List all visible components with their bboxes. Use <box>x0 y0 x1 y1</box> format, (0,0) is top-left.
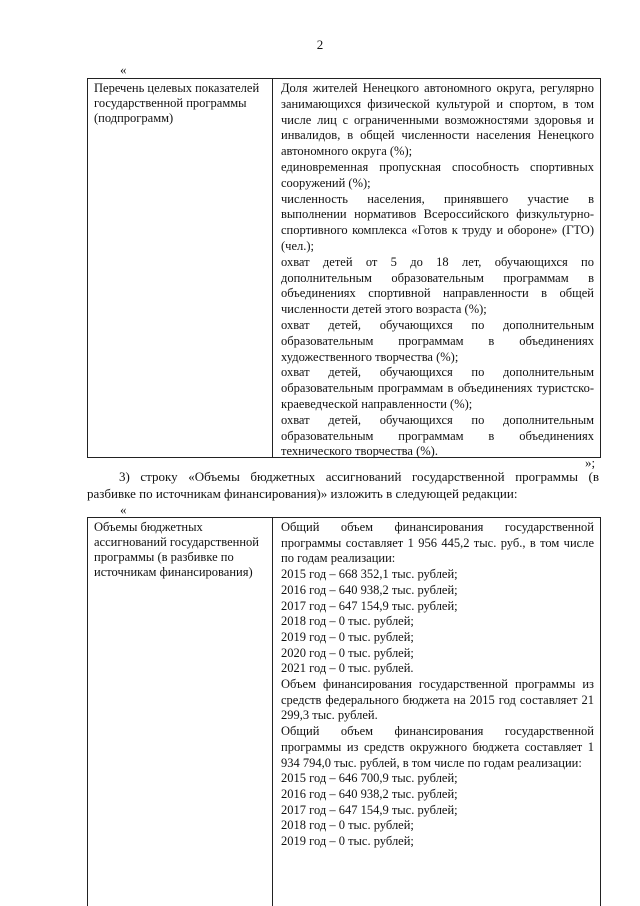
funding-line: 2016 год – 640 938,2 тыс. рублей; <box>281 786 458 801</box>
target-indicators-list <box>273 79 600 457</box>
indicator-item: численность населения, принявшего участие в выполнении нормативов Всероссийского физкультурно-спортивного комплекса «Готов к труду и обороне» (ГТО) (чел.); <box>281 191 594 253</box>
indicator-item: охват детей, обучающихся по дополнительным образовательным программам в объединениях художественного творчества (%); <box>281 317 594 364</box>
opening-quote-mark: « <box>120 502 127 517</box>
funding-line: 2020 год – 0 тыс. рублей; <box>281 645 414 660</box>
closing-quote-mark: »; <box>585 455 596 470</box>
target-indicators-label: Перечень целевых показателей государственной программы (подпрограмм) <box>88 79 273 457</box>
funding-line: 2019 год – 0 тыс. рублей; <box>281 629 414 644</box>
funding-line: 2018 год – 0 тыс. рублей; <box>281 614 414 629</box>
funding-line: 2015 год – 646 700,9 тыс. рублей; <box>281 771 458 786</box>
funding-line: 2019 год – 0 тыс. рублей; <box>281 834 414 849</box>
indicator-item: охват детей, обучающихся по дополнительным образовательным программам в объединениях технического творчества (%). <box>281 412 594 459</box>
opening-quote-mark: « <box>120 62 127 77</box>
funding-line: 2016 год – 640 938,2 тыс. рублей; <box>281 582 458 597</box>
page-number: 2 <box>316 37 324 52</box>
amendment-paragraph: 3) строку «Объемы бюджетных ассигнований государственной программы (в разбивке по источникам финансирования)» изложить в следующей редакции: <box>87 469 599 501</box>
funding-line: Общий объем финансирования государственной программы составляет 1 956 445,2 тыс. руб., в том числе по годам реализации: <box>281 520 594 566</box>
target-indicators-table <box>87 78 601 458</box>
indicator-item: охват детей, обучающихся по дополнительным образовательным программам в объединениях туристско-краеведческой направленности (%); <box>281 365 594 411</box>
funding-line: Общий объем финансирования государственной программы из средств окружного бюджета составляет 1 934 794,0 тыс. рублей, в том числе по годам реализации: <box>281 724 594 770</box>
funding-line: 2018 год – 0 тыс. рублей; <box>281 818 414 833</box>
funding-line: 2021 год – 0 тыс. рублей. <box>281 661 414 676</box>
budget-allocations-label: Объемы бюджетных ассигнований государственной программы (в разбивке по источникам финансирования) <box>88 518 273 906</box>
budget-allocations-details <box>273 518 600 906</box>
budget-allocations-table <box>87 517 601 906</box>
indicator-item: Доля жителей Ненецкого автономного округа, регулярно занимающихся физической культурой и спортом, в том числе лиц с ограниченными возможностями здоровья и инвалидов, в общей численности населения Ненецкого автономного округа (%); <box>281 81 594 159</box>
indicator-item: единовременная пропускная способность спортивных сооружений (%); <box>281 159 594 190</box>
funding-line: 2015 год – 668 352,1 тыс. рублей; <box>281 567 458 582</box>
funding-line: 2017 год – 647 154,9 тыс. рублей; <box>281 802 458 817</box>
funding-line: 2017 год – 647 154,9 тыс. рублей; <box>281 598 458 613</box>
funding-line: Объем финансирования государственной программы из средств федерального бюджета на 2015 год составляет 21 299,3 тыс. рублей. <box>281 677 594 723</box>
indicator-item: охват детей от 5 до 18 лет, обучающихся по дополнительным образовательным программам в объединениях спортивной направленности в общей численности детей этого возраста (%); <box>281 254 594 317</box>
